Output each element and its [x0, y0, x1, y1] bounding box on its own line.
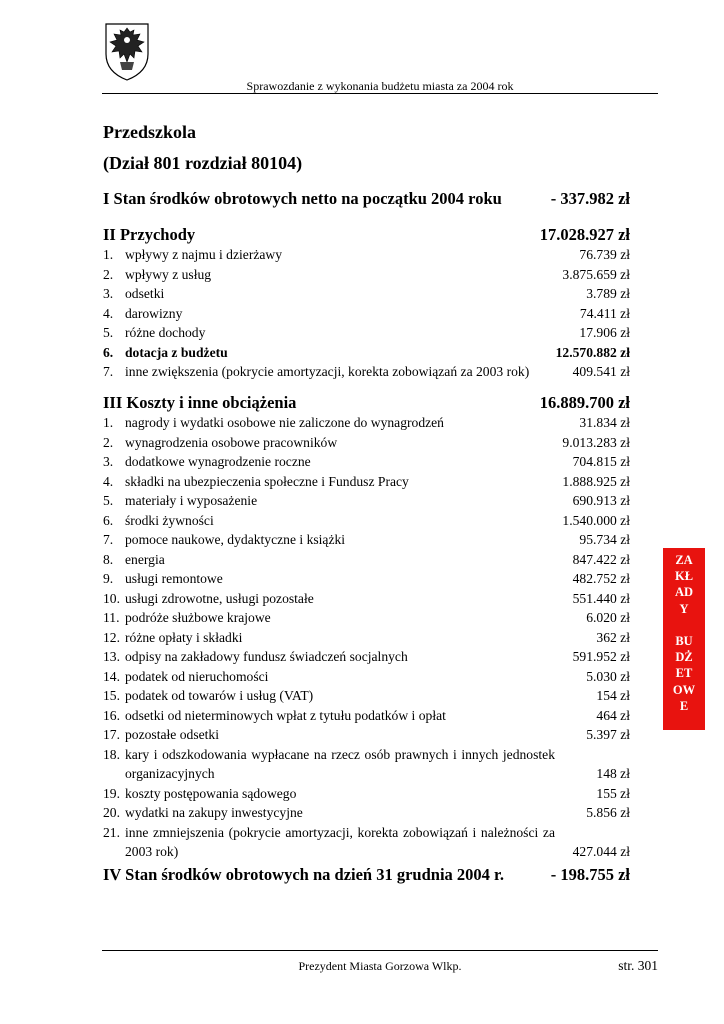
- section-label: I Stan środków obrotowych netto na początku 2004 roku: [103, 189, 502, 208]
- section-label: IV Stan środków obrotowych na dzień 31 grudnia 2004 r.: [103, 865, 504, 884]
- item-number: 5.: [103, 325, 114, 340]
- item-label: składki na ubezpieczenia społeczne i Fundusz Pracy: [125, 473, 409, 489]
- section-opening-balance: [103, 189, 630, 209]
- section-amount: - 337.982 zł: [550, 189, 630, 208]
- item-amount: 5.030 zł: [586, 668, 630, 684]
- item-number: 7.: [103, 532, 114, 547]
- section-amount: - 198.755 zł: [550, 865, 630, 884]
- side-tab-letter: Y: [679, 601, 689, 616]
- item-amount: 155 zł: [596, 785, 630, 801]
- item-number: 1.: [103, 247, 114, 262]
- item-number: 10.: [103, 590, 120, 606]
- item-amount: 847.422 zł: [572, 551, 630, 567]
- list-item: [103, 304, 630, 324]
- item-label: wpływy z najmu i dzierżawy: [125, 247, 283, 262]
- item-number: 20.: [103, 805, 120, 820]
- item-label: pozostałe odsetki: [125, 727, 220, 742]
- list-item: [103, 245, 630, 265]
- item-number: 12.: [103, 629, 120, 645]
- item-amount: 31.834 zł: [579, 415, 630, 430]
- item-label: darowizny: [125, 305, 183, 321]
- list-item: [103, 803, 630, 823]
- item-number: 14.: [103, 668, 120, 684]
- item-number: 8.: [103, 551, 114, 567]
- item-label: kary i odszkodowania wypłacane na rzecz osób prawnych i innych jednostek organizacyjnych: [125, 746, 555, 781]
- item-label: różne dochody: [125, 325, 206, 340]
- list-item: [103, 667, 630, 687]
- item-number: 4.: [103, 473, 114, 489]
- list-item: [103, 745, 630, 785]
- list-item: [103, 511, 630, 531]
- side-tab-letter: OW: [672, 682, 696, 697]
- item-number: 19.: [103, 785, 120, 801]
- item-amount: 9.013.283 zł: [562, 434, 630, 450]
- item-label: wydatki na zakupy inwestycyjne: [125, 805, 303, 820]
- section-label: III Koszty i inne obciążenia: [103, 393, 297, 412]
- item-amount: 6.020 zł: [586, 610, 630, 625]
- item-amount: 482.752 zł: [572, 571, 630, 586]
- item-label: wynagrodzenia osobowe pracowników: [125, 434, 338, 450]
- list-item: [103, 784, 630, 804]
- page-title: Przedszkola: [103, 122, 196, 142]
- list-item: [103, 589, 630, 609]
- item-amount: 3.789 zł: [586, 286, 630, 301]
- item-number: 9.: [103, 571, 114, 586]
- item-label: odpisy na zakładowy fundusz świadczeń socjalnych: [125, 649, 408, 664]
- item-number: 11.: [103, 610, 120, 625]
- item-number: 5.: [103, 493, 114, 508]
- item-number: 15.: [103, 688, 120, 703]
- item-number: 1.: [103, 415, 114, 430]
- item-label: pomoce naukowe, dydaktyczne i książki: [125, 532, 346, 547]
- list-item: [103, 550, 630, 570]
- item-amount: 409.541 zł: [572, 364, 630, 379]
- item-amount: 17.906 zł: [579, 325, 630, 340]
- header-divider: [102, 93, 658, 94]
- item-label: odsetki: [125, 286, 165, 301]
- footer-divider: [102, 950, 658, 951]
- list-item: [103, 647, 630, 667]
- item-label: inne zwiększenia (pokrycie amortyzacji, korekta zobowiązań za 2003 rok): [125, 364, 530, 379]
- item-label: dodatkowe wynagrodzenie roczne: [125, 454, 311, 469]
- section-amount: 17.028.927 zł: [539, 225, 630, 244]
- list-item: [103, 362, 630, 382]
- item-label: podatek od nieruchomości: [125, 668, 269, 684]
- item-number: 17.: [103, 727, 120, 742]
- item-number: 7.: [103, 364, 114, 379]
- list-item: [103, 284, 630, 304]
- item-label: podróże służbowe krajowe: [125, 610, 271, 625]
- side-tab-letter: AD: [674, 585, 694, 600]
- item-number: 2.: [103, 434, 114, 450]
- list-item: [103, 686, 630, 706]
- item-label: odsetki od nieterminowych wpłat z tytułu podatków i opłat: [125, 707, 446, 723]
- list-item: [103, 265, 630, 285]
- item-amount: 76.739 zł: [579, 247, 630, 262]
- list-item: [103, 823, 630, 863]
- item-amount: 704.815 zł: [572, 454, 630, 469]
- side-tab-letter: ET: [675, 666, 693, 681]
- section-label: II Przychody: [103, 225, 196, 244]
- item-number: 6.: [103, 344, 114, 360]
- list-item: [103, 725, 630, 745]
- list-item: [103, 472, 630, 492]
- report-header-title: Sprawozdanie z wykonania budżetu miasta za 2004 rok: [246, 79, 514, 93]
- item-number: 2.: [103, 266, 114, 282]
- item-label: dotacja z budżetu: [125, 344, 228, 360]
- side-tab-letter: [663, 617, 705, 633]
- list-item: [103, 413, 630, 433]
- item-amount: 95.734 zł: [579, 532, 630, 547]
- list-item: [103, 491, 630, 511]
- item-label: usługi zdrowotne, usługi pozostałe: [125, 590, 314, 606]
- list-item: [103, 343, 630, 363]
- city-crest-icon: [102, 20, 152, 82]
- item-label: materiały i wyposażenie: [125, 493, 258, 508]
- side-tab-letter: KŁ: [674, 569, 694, 584]
- item-amount: 551.440 zł: [572, 590, 630, 606]
- item-amount: 5.856 zł: [586, 805, 630, 820]
- item-amount: 464 zł: [596, 707, 630, 723]
- item-label: usługi remontowe: [125, 571, 223, 586]
- list-item: [103, 452, 630, 472]
- item-label: inne zmniejszenia (pokrycie amortyzacji, korekta zobowiązań i należności za 2003 rok): [125, 824, 555, 859]
- item-number: 6.: [103, 512, 114, 528]
- item-number: 3.: [103, 286, 114, 301]
- item-amount: 12.570.882 zł: [555, 344, 630, 360]
- item-amount: 5.397 zł: [586, 727, 630, 742]
- item-amount: 154 zł: [596, 688, 630, 703]
- item-number: 18.: [103, 746, 120, 762]
- item-amount: 427.044 zł: [572, 844, 630, 859]
- list-item: [103, 628, 630, 648]
- list-item: [103, 569, 630, 589]
- section-amount: 16.889.700 zł: [539, 393, 630, 412]
- item-amount: 148 zł: [596, 766, 630, 781]
- item-amount: 74.411 zł: [579, 305, 630, 321]
- item-number: 4.: [103, 305, 114, 321]
- side-tab-letter: DŻ: [675, 650, 693, 665]
- list-item: [103, 433, 630, 453]
- item-label: energia: [125, 551, 165, 567]
- side-tab-letter: ZA: [675, 553, 693, 567]
- item-number: 21.: [103, 824, 120, 840]
- item-label: wpływy z usług: [125, 266, 212, 282]
- item-label: różne opłaty i składki: [125, 629, 243, 645]
- item-number: 13.: [103, 649, 120, 664]
- item-label: środki żywności: [125, 512, 214, 528]
- item-amount: 3.875.659 zł: [562, 266, 630, 282]
- item-amount: 690.913 zł: [572, 493, 630, 508]
- list-item: [103, 706, 630, 726]
- item-label: podatek od towarów i usług (VAT): [125, 688, 314, 703]
- page-subtitle: (Dział 801 rozdział 80104): [103, 153, 303, 173]
- page-number: str. 301: [618, 958, 658, 973]
- item-amount: 362 zł: [596, 629, 630, 645]
- side-tab-letter: BU: [675, 634, 693, 649]
- list-item: [103, 608, 630, 628]
- item-number: 16.: [103, 707, 120, 723]
- item-label: nagrody i wydatki osobowe nie zaliczone do wynagrodzeń: [125, 415, 444, 430]
- list-item: [103, 323, 630, 343]
- section-costs: [103, 393, 630, 413]
- item-amount: 1.888.925 zł: [562, 473, 630, 489]
- item-amount: 591.952 zł: [572, 649, 630, 664]
- section-revenues: [103, 225, 630, 245]
- side-tab-letter: E: [679, 698, 689, 713]
- item-amount: 1.540.000 zł: [562, 512, 630, 528]
- side-tab-zaklady-budzetowe: [663, 548, 705, 730]
- item-label: koszty postępowania sądowego: [125, 785, 297, 801]
- footer-text: Prezydent Miasta Gorzowa Wlkp.: [298, 959, 462, 973]
- list-item: [103, 530, 630, 550]
- section-closing-balance: [103, 865, 630, 885]
- item-number: 3.: [103, 454, 114, 469]
